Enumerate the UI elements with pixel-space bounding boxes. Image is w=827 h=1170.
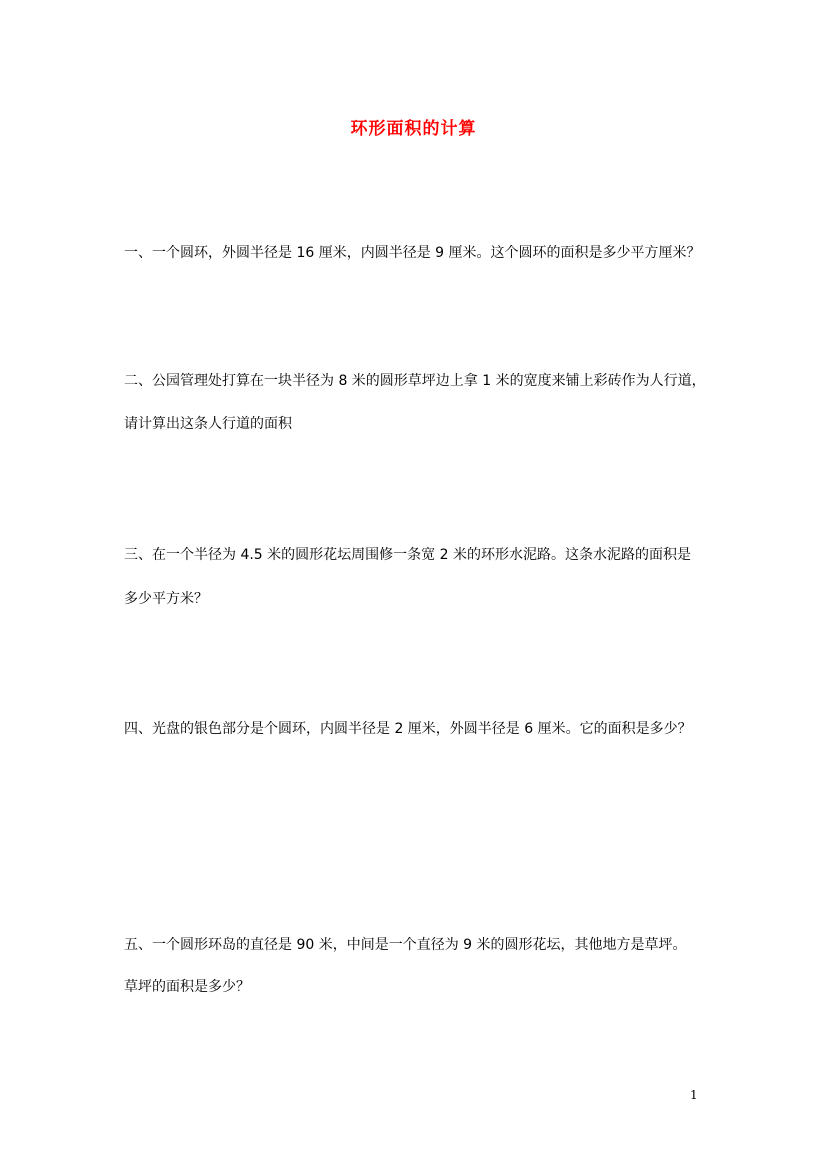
page-title: 环形面积的计算	[350, 119, 477, 139]
question-2-line-2: 请计算出这条人行道的面积	[124, 416, 292, 432]
question-5-line-2: 草坪的面积是多少？	[124, 979, 250, 995]
question-2-line-1: 二、公园管理处打算在一块半径为 8 米的圆形草坪边上拿 1 米的宽度来铺上彩砖作为人行道，	[124, 373, 706, 389]
question-5-line-1: 五、一个圆形环岛的直径是 90 米，中间是一个直径为 9 米的圆形花坛，其他地方是草坪。	[124, 937, 687, 953]
question-1-line-1: 一、一个圆环，外圆半径是 16 厘米，内圆半径是 9 厘米。这个圆环的面积是多少平方厘米？	[124, 245, 701, 261]
page-number: 1	[690, 1088, 698, 1102]
question-3-line-2: 多少平方米？	[124, 591, 208, 607]
question-4-line-1: 四、光盘的银色部分是个圆环，内圆半径是 2 厘米，外圆半径是 6 厘米。它的面积是多少？	[124, 721, 692, 737]
question-3-line-1: 三、在一个半径为 4.5 米的圆形花坛周围修一条宽 2 米的环形水泥路。这条水泥路的面积是	[124, 547, 691, 563]
